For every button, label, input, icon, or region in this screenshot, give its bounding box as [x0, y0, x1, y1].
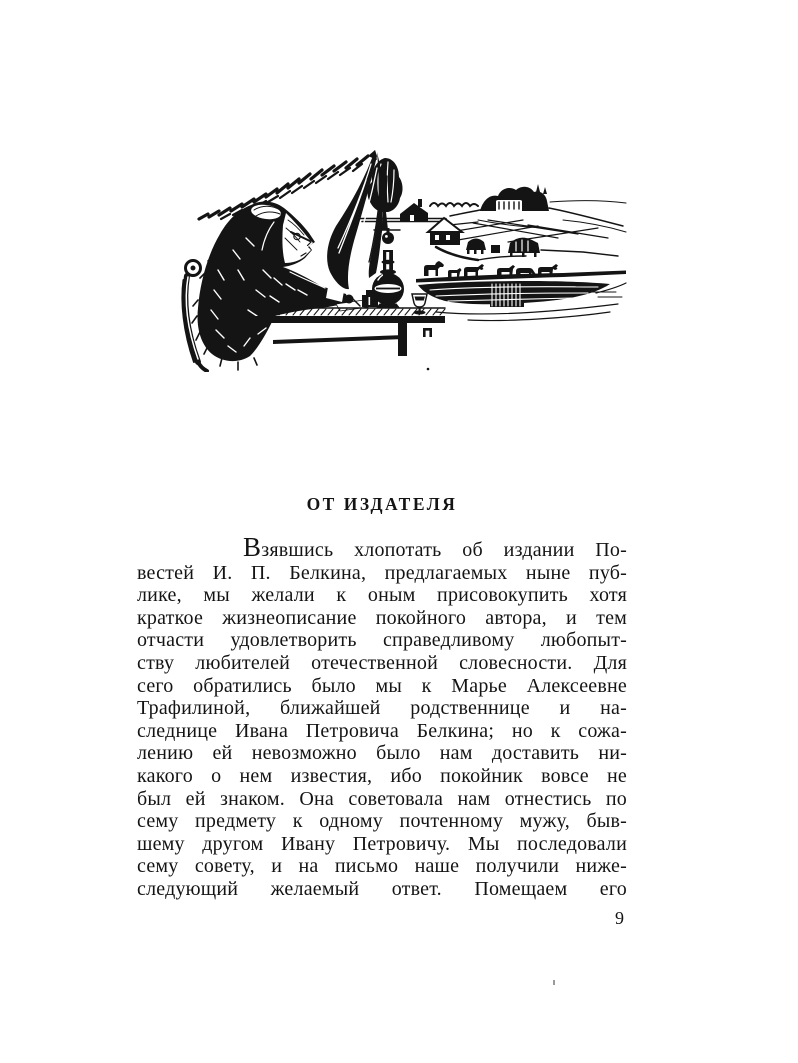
- paragraph-line: следующий желаемый ответ. Помещаем его: [137, 877, 627, 900]
- section-heading: ОТ ИЗДАТЕЛЯ: [306, 494, 458, 514]
- paragraph-line: сего обратились было мы к Марье Алексеевне: [137, 674, 627, 697]
- print-artifact: [553, 980, 555, 985]
- village-house-far-icon: [428, 218, 478, 260]
- body-text: [137, 532, 627, 901]
- table-leg: [398, 323, 407, 356]
- pond: [418, 281, 626, 321]
- paragraph-line: вестей И. П. Белкина, предлагаемых ныне пуб-: [137, 561, 627, 584]
- paragraph-line: ству любителей отечественной словесности. Для: [137, 651, 627, 674]
- paragraph-line: шему другом Ивану Петровичу. Мы последовали: [137, 832, 627, 855]
- page-number: 9: [615, 908, 624, 928]
- paragraph-line: отчасти удовлетворить справедливому любопыт-: [137, 629, 627, 652]
- paragraph-line: какого о нем известия, ибо покойник вовсе не: [137, 764, 627, 787]
- paragraph-line: лике, мы желали к оным присовокупить хотя: [137, 584, 627, 607]
- coat-silhouette: [198, 201, 349, 361]
- table: [255, 308, 445, 370]
- table-stretcher: [273, 335, 405, 344]
- wine-glass: [412, 294, 427, 315]
- paragraph-line: краткое жизнеописание покойного автора, и тем: [137, 606, 627, 629]
- table-leg: [423, 328, 432, 337]
- hay-barns: [466, 238, 618, 260]
- cow-icon: [464, 264, 484, 277]
- bushes: [430, 203, 478, 206]
- calf-icon: [448, 268, 462, 277]
- paragraph-line: лению ей невозможно было нам доставить ни-: [137, 742, 627, 765]
- village-house-near-icon: [400, 199, 428, 222]
- ink-dot: [427, 368, 430, 371]
- paragraph-line: сему предмету к одному почтенному мужу, быв-: [137, 810, 627, 833]
- paragraph-line: сему совету, и на письмо наше получили ниже-: [137, 855, 627, 878]
- paragraph-line: Взявшись хлопотать об издании По-: [243, 532, 627, 562]
- horse-icon: [424, 261, 444, 276]
- paragraph-line: Трафилиной, ближайшей родственнице и на-: [137, 697, 627, 720]
- headpiece-illustration: [178, 150, 628, 372]
- paragraph-line: был ей знаком. Она советовала нам отнестись по: [137, 787, 627, 810]
- paragraph-line: следнице Ивана Петровича Белкина; но к сожа-: [137, 719, 627, 742]
